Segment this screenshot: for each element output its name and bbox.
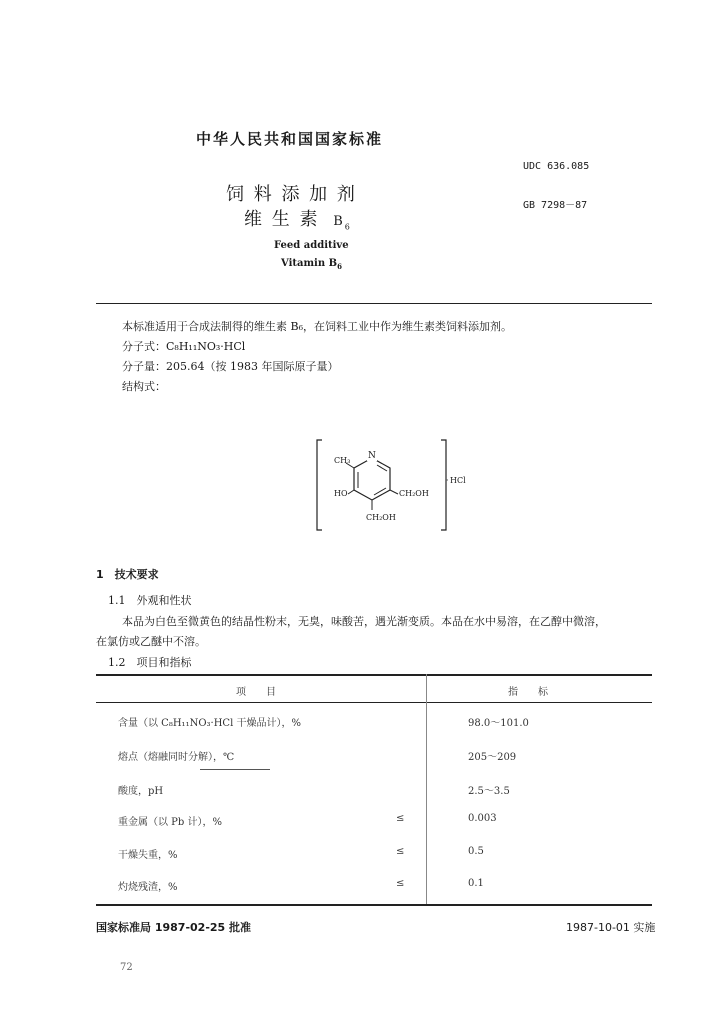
subsection-items: 1.2 项目和指标 bbox=[108, 656, 192, 669]
implementation-date: 1987-10-01 实施 bbox=[566, 921, 656, 934]
doc-title-b: B bbox=[333, 214, 345, 229]
structure-label: 结构式： bbox=[122, 380, 166, 393]
row-underline bbox=[200, 769, 270, 770]
scope-text: 本标准适用于合成法制得的维生素 B₆，在饲料工业中作为维生素类饲料添加剂。 bbox=[122, 320, 512, 333]
group-ch2oh-bottom: CH₂OH bbox=[366, 513, 396, 522]
group-ch2oh-right: CH₂OH bbox=[399, 489, 429, 498]
row-item: 灼烧残渣，% bbox=[118, 882, 178, 893]
udc-code: UDC 636.085 bbox=[523, 161, 590, 172]
row-value: 0.5 bbox=[468, 846, 484, 857]
row-item: 重金属（以 Pb 计），% bbox=[118, 817, 222, 828]
molecular-weight: 分子量：205.64（按 1983 年国际原子量） bbox=[122, 360, 339, 373]
doc-title-line2 bbox=[244, 205, 352, 232]
table-top-rule bbox=[96, 674, 652, 676]
row-item: 熔点（熔融同时分解），℃ bbox=[118, 752, 235, 763]
hcl-dot: · bbox=[446, 476, 449, 485]
gb-code: GB 7298－87 bbox=[523, 200, 588, 211]
row-value: 98.0～101.0 bbox=[468, 718, 529, 729]
row-sign: ≤ bbox=[396, 813, 405, 824]
table-header-rule bbox=[96, 702, 652, 703]
section-heading-technical-requirements: 1 技术要求 bbox=[96, 568, 159, 581]
row-sign: ≤ bbox=[396, 846, 405, 857]
table-bottom-rule bbox=[96, 904, 652, 906]
row-item: 酸度，pH bbox=[118, 786, 164, 797]
row-value: 0.1 bbox=[468, 878, 484, 889]
spec-table bbox=[96, 674, 652, 906]
national-standard-title: 中华人民共和国国家标准 bbox=[196, 130, 384, 148]
row-item: 干燥失重，% bbox=[118, 850, 178, 861]
group-ch3: CH₃ bbox=[334, 456, 351, 465]
row-value: 2.5～3.5 bbox=[468, 786, 510, 797]
row-value: 0.003 bbox=[468, 813, 497, 824]
english-title-line1: Feed additive bbox=[274, 240, 349, 251]
english-title-line2 bbox=[281, 258, 342, 271]
appearance-paragraph-line2: 在氯仿或乙醚中不溶。 bbox=[96, 635, 206, 648]
structural-formula bbox=[310, 436, 500, 536]
doc-title-main: 维 生 素 bbox=[244, 209, 320, 230]
table-header-value: 指 标 bbox=[508, 687, 548, 698]
molecular-formula: 分子式：C₈H₁₁NO₃·HCl bbox=[122, 340, 246, 353]
hcl-label: HCl bbox=[450, 476, 466, 485]
table-header-item: 项 目 bbox=[236, 687, 276, 698]
atom-n: N bbox=[368, 451, 376, 461]
english-title-main: Vitamin B bbox=[281, 258, 338, 269]
doc-title-b-index: 6 bbox=[344, 222, 352, 232]
english-title-index: 6 bbox=[337, 262, 342, 271]
table-column-divider bbox=[426, 674, 427, 904]
row-item: 含量（以 C₈H₁₁NO₃·HCl 干燥品计），% bbox=[118, 718, 301, 729]
doc-title-line1: 饲 料 添 加 剂 bbox=[226, 184, 357, 205]
page-number: 72 bbox=[120, 962, 133, 973]
row-value: 205～209 bbox=[468, 752, 517, 763]
approval-date: 国家标准局 1987-02-25 批准 bbox=[96, 921, 252, 934]
appearance-paragraph-line1: 本品为白色至微黄色的结晶性粉末，无臭，味酸苦，遇光渐变质。本品在水中易溶，在乙醇中微溶， bbox=[122, 615, 606, 628]
group-ho: HO bbox=[334, 489, 348, 498]
header-rule bbox=[96, 303, 652, 304]
subsection-appearance: 1.1 外观和性状 bbox=[108, 594, 192, 607]
row-sign: ≤ bbox=[396, 878, 405, 889]
